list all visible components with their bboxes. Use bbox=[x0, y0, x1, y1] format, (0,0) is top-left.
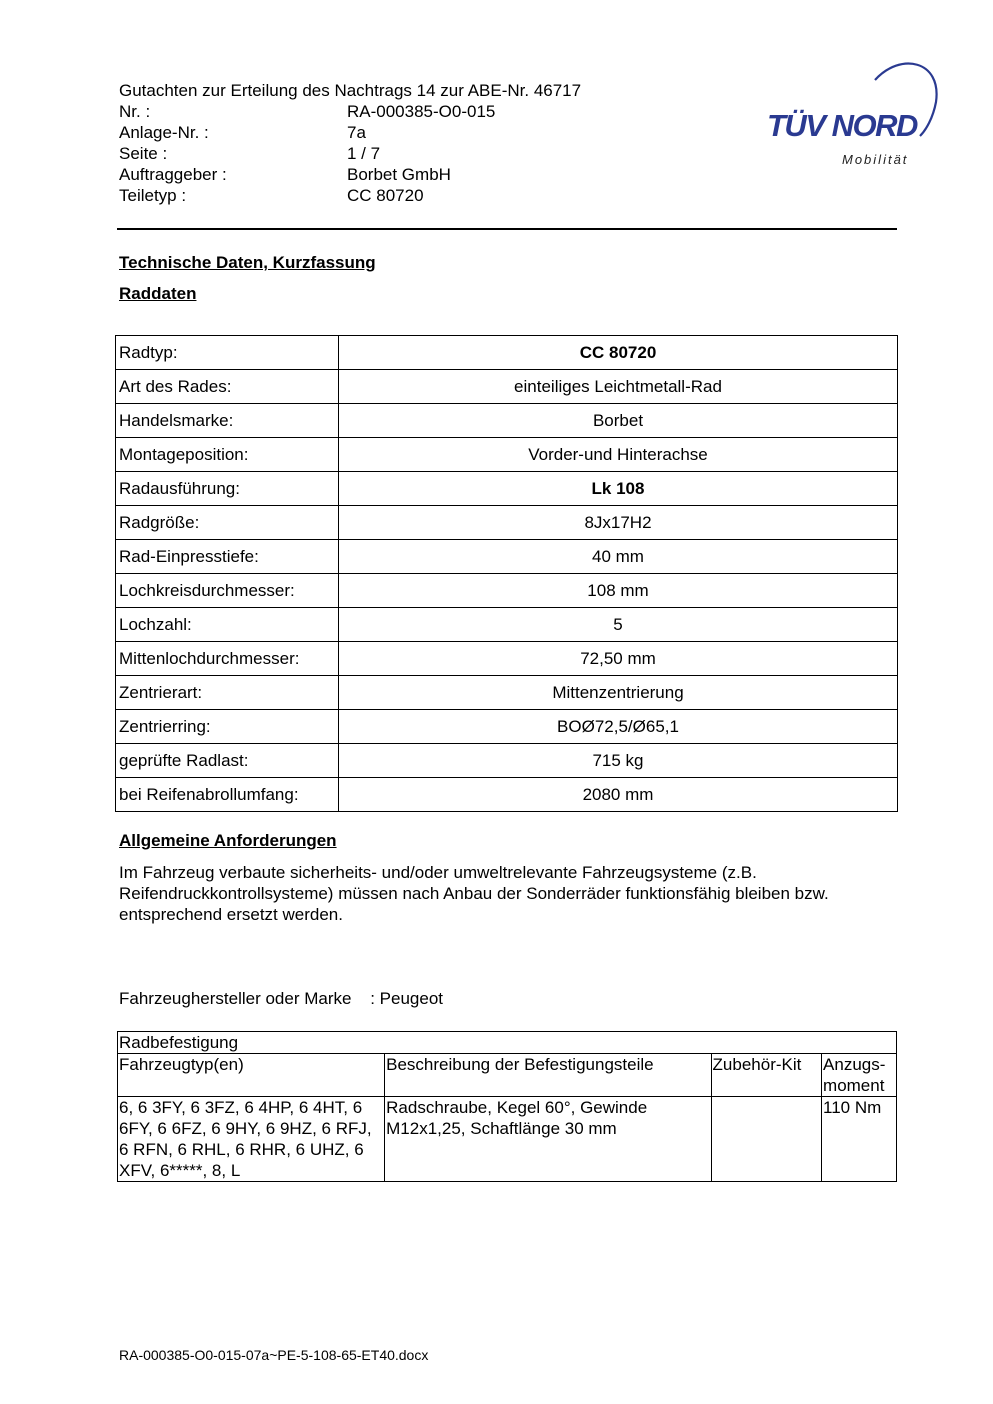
header-key: Auftraggeber : bbox=[119, 165, 227, 184]
general-requirements-text: Im Fahrzeug verbaute sicherheits- und/oder umweltrelevante Fahrzeugsysteme (z.B. Reifendruckkontrollsysteme) müssen nach Anbau der Sonderräder funktionsfähig bleiben bzw. entsprechend ersetzt werden. bbox=[119, 863, 829, 924]
torque-cell: 110 Nm bbox=[822, 1097, 897, 1182]
section-heading-technical: Technische Daten, Kurzfassung bbox=[119, 253, 376, 272]
table-row bbox=[116, 744, 898, 778]
wheel-value: 2080 mm bbox=[339, 778, 898, 812]
table-row bbox=[116, 370, 898, 404]
logo-subtitle: Mobilität bbox=[842, 152, 909, 167]
wheel-key: Lochkreisdurchmesser: bbox=[116, 574, 339, 608]
table-row bbox=[116, 676, 898, 710]
wheel-value: Mittenzentrierung bbox=[339, 676, 898, 710]
table-row bbox=[116, 336, 898, 370]
document-header bbox=[119, 80, 581, 206]
wheel-value: 108 mm bbox=[339, 574, 898, 608]
wheel-key: Handelsmarke: bbox=[116, 404, 339, 438]
logo-wordmark: TÜV NORD bbox=[767, 108, 917, 143]
vehicle-types-cell: 6, 6 3FY, 6 3FZ, 6 4HP, 6 4HT, 6 6FY, 6 6FZ, 6 9HY, 6 9HZ, 6 RFJ, 6 RFN, 6 RHL, 6 RHR, 6 UHZ, 6 XFV, 6*****, 8, L bbox=[118, 1097, 385, 1182]
wheel-value: BOØ72,5/Ø65,1 bbox=[339, 710, 898, 744]
table-row bbox=[118, 1097, 897, 1182]
maker-separator: : bbox=[370, 989, 375, 1008]
column-header bbox=[822, 1054, 897, 1097]
wheel-value: 40 mm bbox=[339, 540, 898, 574]
maker-value: Peugeot bbox=[379, 989, 443, 1008]
wheel-key: bei Reifenabrollumfang: bbox=[116, 778, 339, 812]
table-row bbox=[116, 608, 898, 642]
table-title-row bbox=[118, 1032, 897, 1054]
section-heading-general: Allgemeine Anforderungen bbox=[119, 831, 337, 850]
report-title: Gutachten zur Erteilung des Nachtrags 14 zur ABE-Nr. 46717 bbox=[119, 81, 582, 100]
header-value: CC 80720 bbox=[347, 186, 424, 205]
mount-table-title: Radbefestigung bbox=[118, 1032, 897, 1054]
footer-filename: RA-000385-O0-015-07a~PE-5-108-65-ET40.docx bbox=[119, 1347, 429, 1363]
wheel-value: einteiliges Leichtmetall-Rad bbox=[339, 370, 898, 404]
table-row bbox=[116, 642, 898, 676]
header-key: Seite : bbox=[119, 144, 168, 163]
header-row-parttype bbox=[119, 185, 581, 206]
header-divider bbox=[117, 228, 897, 230]
header-value: 7a bbox=[347, 123, 366, 142]
header-value: Borbet GmbH bbox=[347, 165, 451, 184]
wheel-value: Vorder-und Hinterachse bbox=[339, 438, 898, 472]
header-key: Anlage-Nr. : bbox=[119, 123, 209, 142]
table-row bbox=[116, 438, 898, 472]
tuv-nord-logo bbox=[760, 56, 945, 176]
table-header-row bbox=[118, 1054, 897, 1097]
column-header: Zubehör-Kit bbox=[711, 1054, 821, 1097]
vehicle-maker-line bbox=[119, 989, 443, 1009]
wheel-key: Radtyp: bbox=[116, 336, 339, 370]
wheel-key: Radgröße: bbox=[116, 506, 339, 540]
wheel-value: 72,50 mm bbox=[339, 642, 898, 676]
wheel-key: geprüfte Radlast: bbox=[116, 744, 339, 778]
wheel-key: Zentrierart: bbox=[116, 676, 339, 710]
table-row bbox=[116, 778, 898, 812]
torque-header-text: Anzugs-moment bbox=[823, 1055, 886, 1095]
accessory-kit-cell bbox=[711, 1097, 821, 1182]
table-row bbox=[116, 540, 898, 574]
maker-label: Fahrzeughersteller oder Marke bbox=[119, 989, 352, 1008]
wheel-mounting-table bbox=[117, 1031, 897, 1182]
table-row bbox=[116, 710, 898, 744]
wheel-key: Art des Rades: bbox=[116, 370, 339, 404]
section-heading-wheel: Raddaten bbox=[119, 284, 197, 303]
column-header: Fahrzeugtyp(en) bbox=[118, 1054, 385, 1097]
wheel-value: 5 bbox=[339, 608, 898, 642]
wheel-value: CC 80720 bbox=[339, 336, 898, 370]
wheel-key: Montageposition: bbox=[116, 438, 339, 472]
header-row-page bbox=[119, 143, 581, 164]
header-row-client bbox=[119, 164, 581, 185]
table-row bbox=[116, 506, 898, 540]
header-key: Nr. : bbox=[119, 102, 151, 121]
wheel-value: Borbet bbox=[339, 404, 898, 438]
table-row bbox=[116, 472, 898, 506]
wheel-data-table bbox=[115, 335, 898, 812]
header-key: Teiletyp : bbox=[119, 186, 187, 205]
wheel-value: Lk 108 bbox=[339, 472, 898, 506]
header-value: 1 / 7 bbox=[347, 144, 381, 163]
wheel-value: 715 kg bbox=[339, 744, 898, 778]
wheel-key: Rad-Einpresstiefe: bbox=[116, 540, 339, 574]
table-row bbox=[116, 574, 898, 608]
header-row-attachment bbox=[119, 122, 581, 143]
fastener-description-cell: Radschraube, Kegel 60°, Gewinde M12x1,25, Schaftlänge 30 mm bbox=[385, 1097, 711, 1182]
header-row-number bbox=[119, 101, 581, 122]
wheel-key: Lochzahl: bbox=[116, 608, 339, 642]
wheel-key: Zentrierring: bbox=[116, 710, 339, 744]
wheel-key: Mittenlochdurchmesser: bbox=[116, 642, 339, 676]
column-header: Beschreibung der Befestigungsteile bbox=[385, 1054, 711, 1097]
wheel-value: 8Jx17H2 bbox=[339, 506, 898, 540]
wheel-key: Radausführung: bbox=[116, 472, 339, 506]
table-row bbox=[116, 404, 898, 438]
header-value: RA-000385-O0-015 bbox=[347, 102, 496, 121]
